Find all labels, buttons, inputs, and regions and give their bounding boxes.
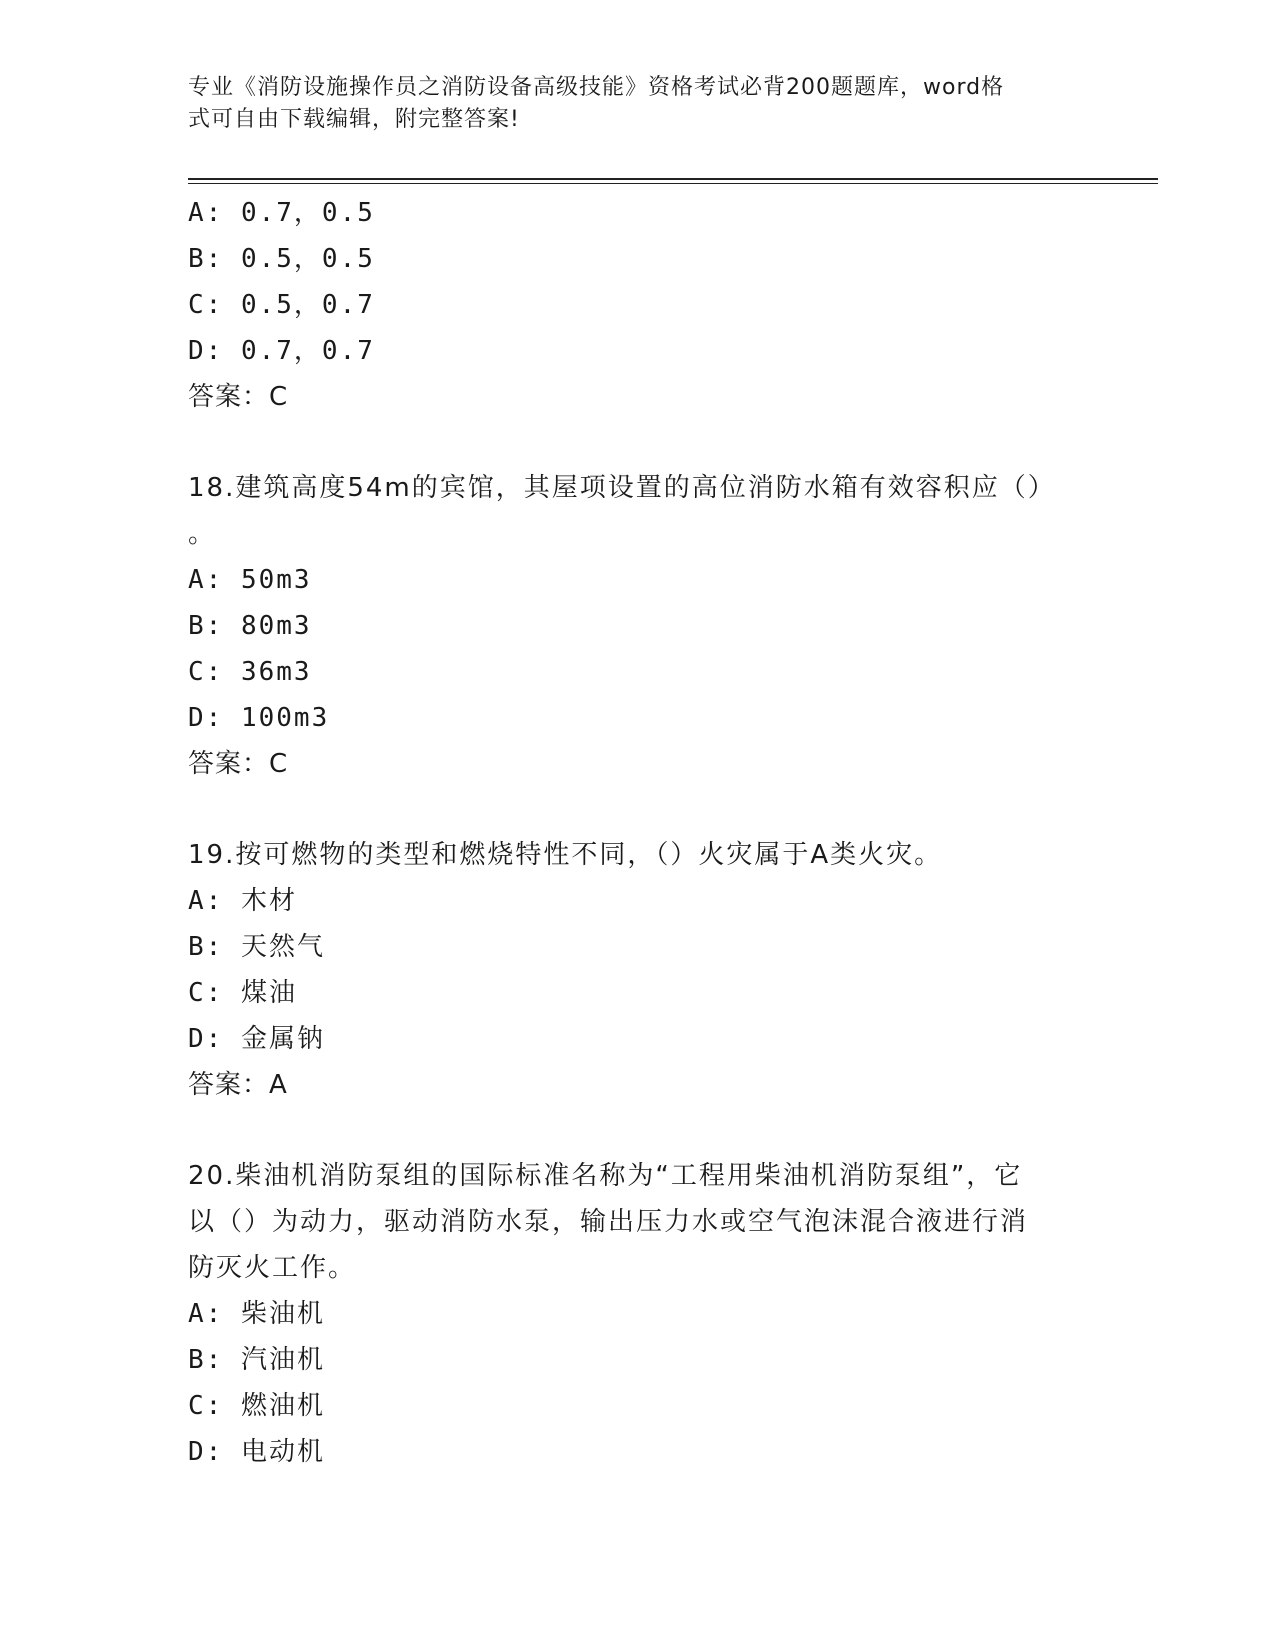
question-text-line: 20.柴油机消防泵组的国际标准名称为“工程用柴油机消防泵组”，它 [188,1161,1023,1191]
option-a: A: 木材 [188,886,297,916]
answer: 答案：C [188,749,289,779]
header-line-1: 专业《消防设施操作员之消防设备高级技能》资格考试必背200题题库，word格 [188,75,1005,100]
question-text-line: 以（）为动力，驱动消防水泵，输出压力水或空气泡沫混合液进行消 [188,1207,1029,1237]
option-a: A: 0.7，0.5 [188,198,375,228]
option-d: D: 金属钠 [188,1024,325,1054]
question-text-line: 19.按可燃物的类型和燃烧特性不同，（）火灾属于A类火灾。 [188,840,943,870]
question-text-line: 防灭火工作。 [188,1253,357,1283]
option-b: B: 天然气 [188,932,325,962]
option-d: D: 100m3 [188,703,330,733]
header-line-2: 式可自由下载编辑，附完整答案! [188,107,520,132]
question-text-line: 。 [188,519,217,549]
answer: 答案：C [188,382,289,412]
option-c: C: 燃油机 [188,1391,325,1421]
question-18 [188,465,1088,787]
option-a: A: 50m3 [188,565,312,595]
option-b: B: 0.5，0.5 [188,244,375,274]
answer: 答案：A [188,1070,288,1100]
option-c: C: 36m3 [188,657,312,687]
option-b: B: 汽油机 [188,1345,325,1375]
header-rule-thin [188,183,1158,184]
question-19 [188,832,1088,1108]
question-17 [188,190,1088,420]
question-text-line: 18.建筑高度54m的宾馆，其屋项设置的高位消防水箱有效容积应（） [188,473,1056,503]
question-20 [188,1153,1088,1475]
option-c: C: 煤油 [188,978,297,1008]
option-d: D: 电动机 [188,1437,325,1467]
option-c: C: 0.5，0.7 [188,290,375,320]
page-header [188,72,1068,136]
option-b: B: 80m3 [188,611,312,641]
document-body [188,190,1088,1475]
option-d: D: 0.7，0.7 [188,336,375,366]
option-a: A: 柴油机 [188,1299,325,1329]
header-rule [188,178,1158,180]
